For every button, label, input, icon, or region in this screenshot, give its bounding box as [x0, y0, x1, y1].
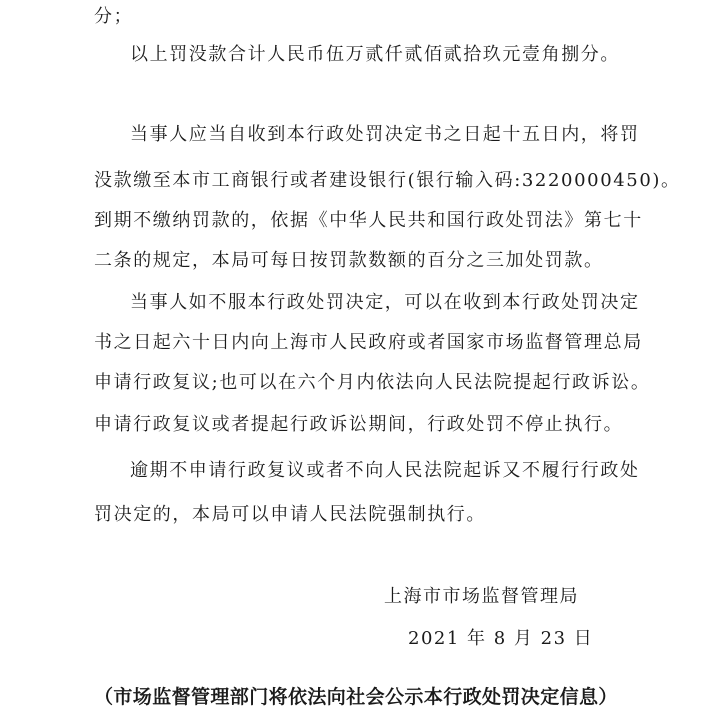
fine-total-line: 以上罚没款合计人民币伍万贰仟贰佰贰拾玖元壹角捌分。: [130, 44, 620, 65]
appeal-paragraph-line-1: 当事人如不服本行政处罚决定，可以在收到本行政处罚决定: [130, 292, 640, 313]
payment-paragraph-line-4: 二条的规定，本局可每日按罚款数额的百分之三加处罚款。: [94, 250, 604, 271]
text-line: 分；: [94, 6, 134, 27]
payment-paragraph-line-3: 到期不缴纳罚款的，依据《中华人民共和国行政处罚法》第七十: [94, 210, 643, 231]
enforcement-paragraph-line-2: 罚决定的，本局可以申请人民法院强制执行。: [94, 504, 486, 525]
enforcement-paragraph-line-1: 逾期不申请行政复议或者不向人民法院起诉又不履行行政处: [130, 460, 640, 481]
payment-paragraph-line-2: 没款缴至本市工商银行或者建设银行(银行输入码:3220000450)。: [94, 170, 681, 191]
issue-date: 2021 年 8 月 23 日: [408, 628, 594, 649]
appeal-paragraph-line-4: 申请行政复议或者提起行政诉讼期间，行政处罚不停止执行。: [94, 414, 624, 435]
appeal-paragraph-line-3: 申请行政复议;也可以在六个月内依法向人民法院提起行政诉讼。: [94, 372, 651, 393]
issuing-authority: 上海市市场监督管理局: [384, 586, 579, 607]
payment-paragraph-line-1: 当事人应当自收到本行政处罚决定书之日起十五日内，将罚: [130, 124, 640, 145]
appeal-paragraph-line-2: 书之日起六十日内向上海市人民政府或者国家市场监督管理总局: [94, 332, 643, 353]
public-notice: （市场监督管理部门将依法向社会公示本行政处罚决定信息）: [94, 686, 618, 708]
